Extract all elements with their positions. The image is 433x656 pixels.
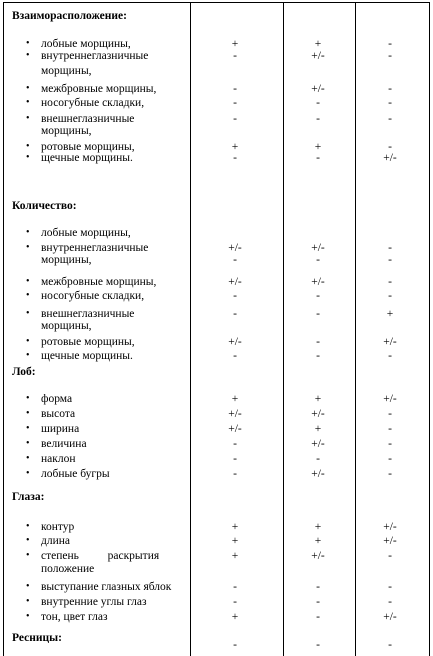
- row-label: межбровные морщины,: [41, 83, 157, 95]
- rating-mark: -: [388, 468, 392, 480]
- row-label: контур: [41, 521, 75, 533]
- row-label: выступание глазных яблок: [41, 581, 172, 593]
- bullet-icon: •: [26, 423, 30, 434]
- rating-mark: -: [388, 408, 392, 420]
- rating-mark: -: [233, 83, 237, 95]
- bullet-icon: •: [26, 453, 30, 464]
- rating-mark: -: [233, 596, 237, 608]
- rating-mark: +: [231, 141, 239, 153]
- column-divider: [283, 3, 284, 656]
- section-heading: Глаза:: [12, 491, 45, 503]
- bullet-icon: •: [26, 152, 30, 163]
- rating-mark: +/-: [383, 336, 397, 348]
- rating-mark: +: [231, 393, 239, 405]
- row-label: внутренние углы глаз: [41, 596, 147, 608]
- row-label: носогубные складки,: [41, 97, 145, 109]
- rating-mark: +/-: [311, 83, 325, 95]
- row-label: морщины,: [41, 65, 92, 77]
- bullet-icon: •: [26, 521, 30, 532]
- rating-mark: -: [316, 453, 320, 465]
- rating-mark: +/-: [311, 242, 325, 254]
- section-heading: Ресницы:: [12, 632, 62, 644]
- rating-mark: +: [314, 521, 322, 533]
- rating-mark: -: [316, 290, 320, 302]
- bullet-icon: •: [26, 83, 30, 94]
- rating-mark: -: [388, 113, 392, 125]
- row-label: морщины,: [41, 320, 92, 332]
- row-label: внутреннеглазничные: [41, 50, 149, 62]
- row-label: морщины,: [41, 254, 92, 266]
- rating-mark: +: [386, 308, 394, 320]
- rating-mark: +: [314, 423, 322, 435]
- row-label: длина: [41, 535, 71, 547]
- rating-mark: -: [388, 550, 392, 562]
- bullet-icon: •: [26, 290, 30, 301]
- rating-mark: -: [388, 453, 392, 465]
- rating-mark: +: [231, 535, 239, 547]
- section-heading: Взаиморасположение:: [12, 10, 127, 22]
- rating-mark: +/-: [311, 50, 325, 62]
- bullet-icon: •: [26, 276, 30, 287]
- rating-mark: +: [231, 550, 239, 562]
- rating-mark: +/-: [228, 336, 242, 348]
- rating-mark: +/-: [383, 611, 397, 623]
- section-heading: Лоб:: [12, 366, 36, 378]
- row-label: высота: [41, 408, 76, 420]
- rating-mark: +: [314, 393, 322, 405]
- row-label: лобные морщины,: [41, 227, 131, 239]
- bullet-icon: •: [26, 38, 30, 49]
- rating-mark: -: [316, 254, 320, 266]
- rating-mark: +/-: [228, 276, 242, 288]
- rating-mark: +/-: [311, 550, 325, 562]
- rating-mark: -: [233, 639, 237, 651]
- rating-mark: -: [233, 113, 237, 125]
- row-label: внешнеглазничные: [41, 308, 135, 320]
- row-label: лобные бугры: [41, 468, 110, 480]
- rating-mark: -: [233, 290, 237, 302]
- bullet-icon: •: [26, 97, 30, 108]
- bullet-icon: •: [26, 350, 30, 361]
- rating-mark: +/-: [383, 152, 397, 164]
- rating-mark: -: [388, 254, 392, 266]
- bullet-icon: •: [26, 596, 30, 607]
- bullet-icon: •: [26, 113, 30, 124]
- rating-mark: +: [314, 141, 322, 153]
- rating-mark: -: [388, 350, 392, 362]
- bullet-icon: •: [26, 336, 30, 347]
- rating-mark: -: [388, 38, 392, 50]
- rating-mark: +/-: [311, 438, 325, 450]
- rating-mark: -: [233, 50, 237, 62]
- rating-mark: -: [316, 113, 320, 125]
- row-label: межбровные морщины,: [41, 276, 157, 288]
- rating-mark: -: [316, 336, 320, 348]
- rating-mark: +/-: [311, 468, 325, 480]
- rating-mark: -: [316, 611, 320, 623]
- bullet-icon: •: [26, 468, 30, 479]
- row-label: внешнеглазничные: [41, 113, 135, 125]
- rating-mark: -: [316, 308, 320, 320]
- rating-mark: -: [233, 97, 237, 109]
- rating-mark: -: [388, 50, 392, 62]
- row-label: тон, цвет глаз: [41, 611, 108, 623]
- rating-mark: -: [233, 152, 237, 164]
- row-label: ротовые морщины,: [41, 336, 135, 348]
- rating-mark: -: [388, 596, 392, 608]
- row-label: положение: [41, 563, 95, 575]
- rating-mark: +/-: [383, 521, 397, 533]
- row-label: лобные морщины,: [41, 38, 131, 50]
- rating-mark: +: [231, 521, 239, 533]
- rating-mark: +/-: [228, 242, 242, 254]
- rating-mark: -: [316, 350, 320, 362]
- rating-mark: -: [388, 276, 392, 288]
- rating-mark: -: [388, 438, 392, 450]
- column-divider: [355, 3, 356, 656]
- row-label: ротовые морщины,: [41, 141, 135, 153]
- rating-mark: -: [233, 438, 237, 450]
- rating-mark: -: [388, 141, 392, 153]
- row-label: величина: [41, 438, 87, 450]
- rating-mark: -: [388, 290, 392, 302]
- section-heading: Количество:: [12, 200, 77, 212]
- rating-mark: -: [233, 254, 237, 266]
- row-label: ширина: [41, 423, 80, 435]
- bullet-icon: •: [26, 535, 30, 546]
- rating-mark: -: [388, 423, 392, 435]
- rating-mark: -: [388, 639, 392, 651]
- rating-mark: +: [314, 535, 322, 547]
- rating-mark: -: [233, 350, 237, 362]
- bullet-icon: •: [26, 308, 30, 319]
- rating-mark: -: [316, 581, 320, 593]
- rating-mark: -: [233, 581, 237, 593]
- rating-mark: -: [316, 97, 320, 109]
- rating-mark: +/-: [383, 535, 397, 547]
- bullet-icon: •: [26, 393, 30, 404]
- rating-mark: +/-: [228, 423, 242, 435]
- rating-mark: +: [231, 611, 239, 623]
- row-label: степень раскрытия: [41, 550, 160, 562]
- rating-mark: -: [233, 468, 237, 480]
- bullet-icon: •: [26, 438, 30, 449]
- column-divider: [190, 3, 191, 656]
- bullet-icon: •: [26, 141, 30, 152]
- bullet-icon: •: [26, 581, 30, 592]
- rating-mark: -: [233, 453, 237, 465]
- rating-mark: +/-: [383, 393, 397, 405]
- rating-mark: -: [388, 97, 392, 109]
- rating-mark: -: [316, 639, 320, 651]
- row-label: щечные морщины.: [41, 350, 133, 362]
- rating-mark: -: [233, 308, 237, 320]
- row-label: морщины,: [41, 125, 92, 137]
- rating-mark: -: [316, 152, 320, 164]
- rating-mark: -: [388, 83, 392, 95]
- bullet-icon: •: [26, 242, 30, 253]
- row-label: наклон: [41, 453, 76, 465]
- row-label: щечные морщины.: [41, 152, 133, 164]
- rating-mark: -: [388, 581, 392, 593]
- comparison-table: [3, 2, 430, 656]
- rating-mark: +/-: [311, 276, 325, 288]
- rating-mark: -: [316, 596, 320, 608]
- rating-mark: -: [388, 242, 392, 254]
- bullet-icon: •: [26, 50, 30, 61]
- row-label: носогубные складки,: [41, 290, 145, 302]
- rating-mark: +: [231, 38, 239, 50]
- row-label: внутреннеглазничные: [41, 242, 149, 254]
- bullet-icon: •: [26, 611, 30, 622]
- rating-mark: +: [314, 38, 322, 50]
- rating-mark: +/-: [228, 408, 242, 420]
- row-label: форма: [41, 393, 73, 405]
- bullet-icon: •: [26, 227, 30, 238]
- bullet-icon: •: [26, 408, 30, 419]
- bullet-icon: •: [26, 550, 30, 561]
- rating-mark: +/-: [311, 408, 325, 420]
